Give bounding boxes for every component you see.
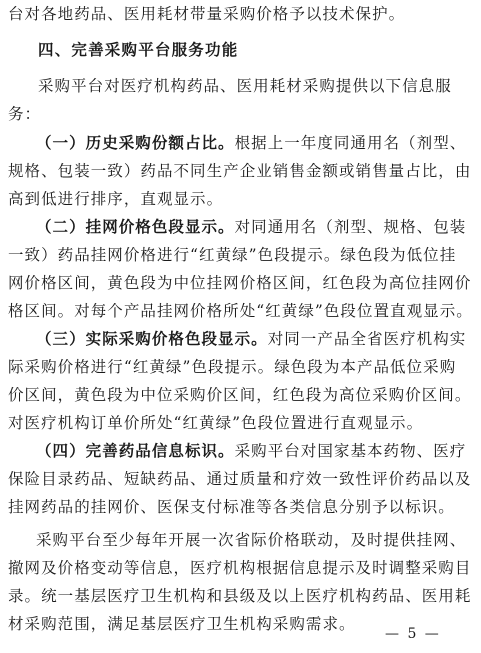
item-title: （三）实际采购价格色段显示。 <box>36 329 268 348</box>
item-title: （四）完善药品信息标识。 <box>36 441 235 460</box>
paragraph-line <box>36 441 481 461</box>
paragraph-line: 采购平台至少每年开展一次省际价格联动，及时提供挂网、 <box>36 531 467 549</box>
paragraph-line: 撤网及价格变动等信息，医疗机构根据信息提示及时调整采购目 <box>8 559 472 577</box>
paragraph-line: 高到低进行排序，直观显示。 <box>8 190 224 208</box>
paragraph-line: 务： <box>8 105 42 123</box>
paragraph-line: 保险目录药品、短缺药品、通过质量和疗效一致性评价药品以及 <box>8 470 472 488</box>
paragraph-line: 对医疗机构订单价所处“红黄绿”色段位置进行直观显示。 <box>8 414 424 432</box>
paragraph-line: 格区间。对每个产品挂网价格所处“红黄绿”色段位置直观显示。 <box>8 302 473 320</box>
item-text: 对同通用名（剂型、规格、包装 <box>234 218 467 236</box>
section-heading: 四、完善采购平台服务功能 <box>38 41 239 59</box>
paragraph-line <box>36 329 481 349</box>
item-text: 根据上一年度同通用名（剂型、 <box>234 134 467 152</box>
item-text: 采购平台对国家基本药物、医疗 <box>234 442 467 460</box>
paragraph-line: 台对各地药品、医用耗材带量采购价格予以技术保护。 <box>8 5 406 23</box>
paragraph-line: 材采购范围，满足基层医疗卫生机构采购需求。 <box>8 615 356 633</box>
paragraph-line: 网价格区间，黄色段为中位挂网价格区间，红色段为高位挂网价 <box>8 274 472 292</box>
paragraph-line: 价区间，黄色段为中位采购价区间，红色段为高位采购价区间。 <box>8 386 472 404</box>
paragraph-line <box>36 217 481 237</box>
item-text: 对同一产品全省医疗机构实 <box>267 330 467 348</box>
paragraph-line: 一致）药品挂网价格进行“红黄绿”色段提示。绿色段为低位挂 <box>8 246 457 264</box>
paragraph-line: 录。统一基层医疗卫生机构和县级及以上医疗机构药品、医用耗 <box>8 587 472 605</box>
paragraph-line <box>36 133 481 153</box>
paragraph-line: 挂网药品的挂网价、医保支付标准等各类信息分别予以标识。 <box>8 498 455 516</box>
item-title: （一）历史采购份额占比。 <box>36 133 235 152</box>
paragraph-line: 规格、包装一致）药品不同生产企业销售金额或销售量占比，由 <box>8 162 472 180</box>
page-number: — 5 — <box>385 626 441 642</box>
item-title: （二）挂网价格色段显示。 <box>36 217 235 236</box>
paragraph-line: 采购平台对医疗机构药品、医用耗材采购提供以下信息服 <box>38 77 452 95</box>
paragraph-line: 际采购价格进行“红黄绿”色段提示。绿色段为本产品低位采购 <box>8 358 457 376</box>
